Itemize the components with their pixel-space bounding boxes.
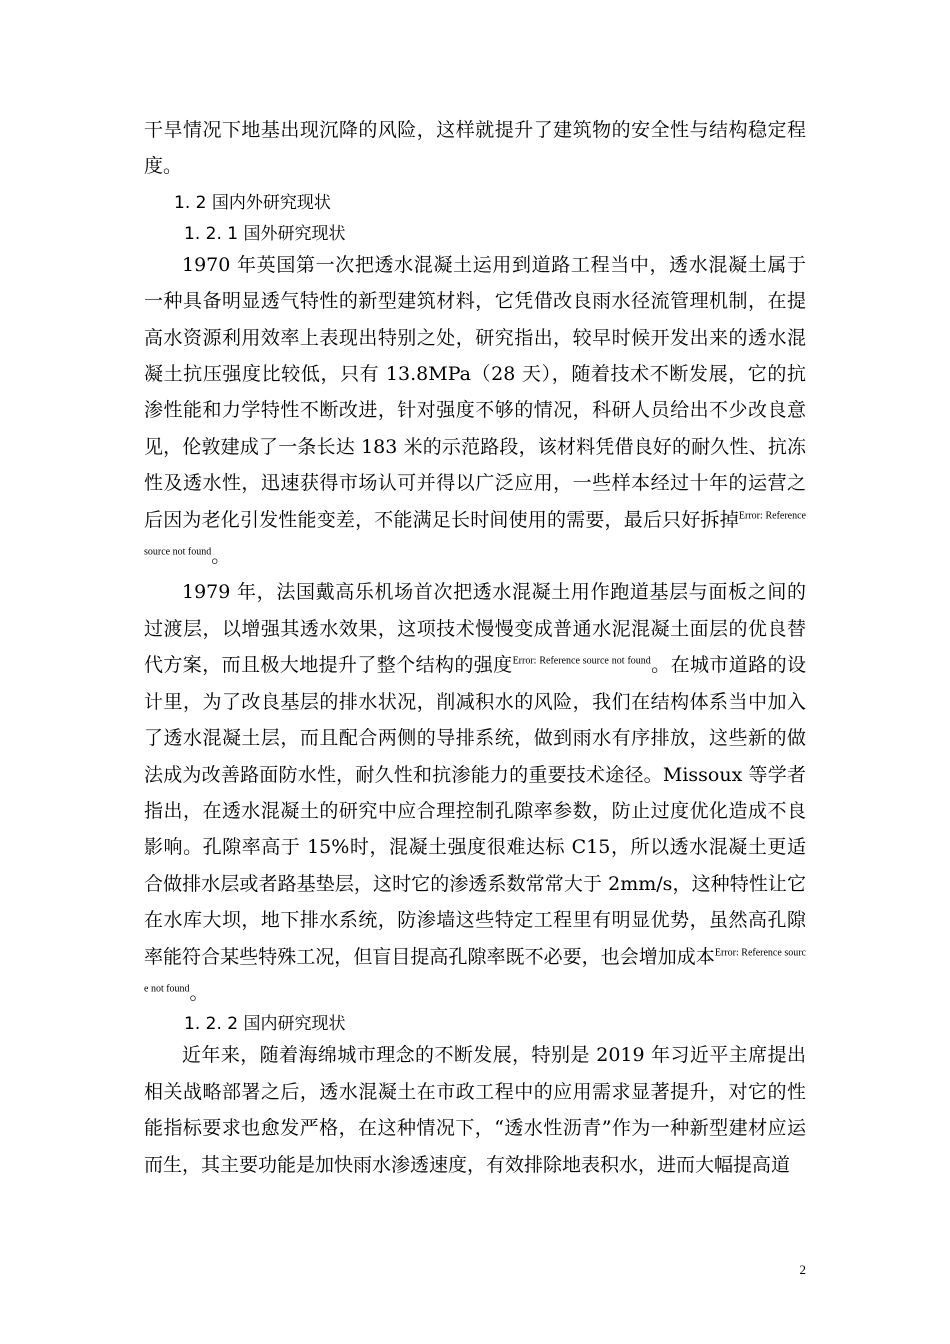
paragraph-domestic-1: 近年来，随着海绵城市理念的不断发展，特别是 2019 年习近平主席提出相关战略部署之后，透水混凝土在市政工程中的应用需求显著提升，对它的性能指标要求也愈发严格，在这种情况下，“透水性沥青”作为一种新型建材应运而生，其主要功能是加快雨水渗透速度，有效排除地表积水，进而大幅提高道 — [144, 1044, 806, 1176]
paragraph-text: 1970 年英国第一次把透水混凝土运用到道路工程当中，透水混凝土属于一种具备明显透气特性的新型建筑材料，它凭借改良雨水径流管理机制，在提高水资源利用效率上表现出特别之处，研究指出，较早时候开发出来的透水混凝土抗压强度比较低，只有 13.8MPa（28 天），随着技术不断发展，它的抗渗性能和力学特性不断改进，针对强度不够的情况，科研人员给出不少改良意见，伦敦建成了一条长达 183 米的示范路段，该材料凭借良好的耐久性、抗冻性及透水性，迅速获得市场认可并得以广泛应用，一些样本经过十年的运营之后因为老化引发性能变差，不能满足长时间使用的需要，最后只好拆掉 — [144, 253, 806, 531]
paragraph-foreign-1 — [144, 247, 806, 575]
page-number: 2 — [799, 1262, 806, 1277]
document-body — [144, 112, 806, 1183]
reference-error-note: Error: Reference source not found — [144, 510, 806, 558]
subsection-heading-foreign: 1. 2. 1 国外研究现状 — [184, 223, 346, 244]
paragraph-end: 。 — [189, 981, 209, 1004]
reference-error-note: Error: Reference source not found — [144, 947, 806, 995]
section-heading: 1. 2 国内外研究现状 — [174, 192, 331, 213]
paragraph-text: 1979 年，法国戴高乐机场首次把透水混凝土用作跑道基层与面板之间的过渡层，以增强其透水效果，这项技术慢慢变成普通水泥混凝土面层的优良替代方案，而且极大地提升了整个结构的强度 — [144, 581, 806, 677]
reference-error-note: Error: Reference source not found — [512, 655, 651, 667]
paragraph-end: 。 — [211, 545, 231, 568]
subsection-heading-domestic: 1. 2. 2 国内研究现状 — [184, 1014, 346, 1035]
continuation-paragraph: 干旱情况下地基出现沉降的风险，这样就提升了建筑物的安全性与结构稳定程度。 — [144, 119, 806, 178]
paragraph-foreign-2 — [144, 574, 806, 1011]
paragraph-text: 。在城市道路的设计里，为了改良基层的排水状况，削减积水的风险，我们在结构体系当中加入了透水混凝土层，而且配合两侧的导排系统，做到雨水有序排放，这些新的做法成为改善路面防水性，耐久性和抗渗能力的重要技术途径。Missoux 等学者指出，在透水混凝土的研究中应合理控制孔隙率参数，防止过度优化造成不良影响。孔隙率高于 15%时，混凝土强度很难达标 C15，所以透水混凝土更适合做排水层或者路基垫层，这时它的渗透系数常常大于 2mm/s，这种特性让它在水库大坝，地下排水系统，防渗墙这些特定工程里有明显优势，虽然高孔隙率能符合某些特殊工况，但盲目提高孔隙率既不必要，也会增加成本 — [144, 654, 806, 968]
